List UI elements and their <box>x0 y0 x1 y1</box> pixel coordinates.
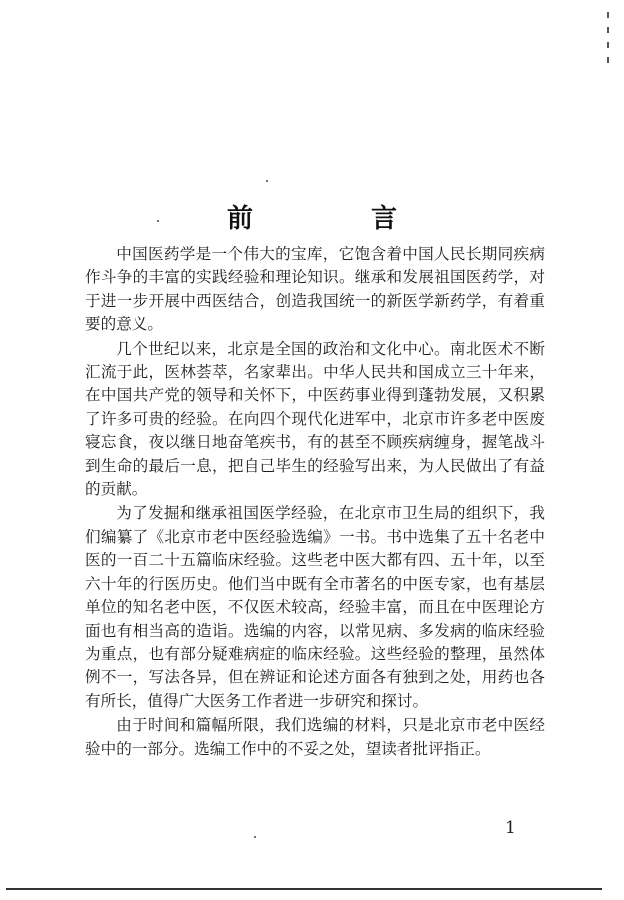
paragraph-2: 几个世纪以来，北京是全国的政治和文化中心。南北医术不断汇流于此，医林荟萃，名家辈出。中华人民共和国成立三十年来，在中国共产党的领导和关怀下，中医药事业得到蓬勃发展，又积累了许多可贵的经验。在向四个现代化进军中，北京市许多老中医废寝忘食，夜以继日地奋笔疾书，有的甚至不顾疾病缠身，握笔战斗到生命的最后一息，把自己毕生的经验写出来，为人民做出了有益的贡献。 <box>85 339 545 499</box>
paragraph-3: 为了发掘和继承祖国医学经验，在北京市卫生局的组织下，我们编纂了《北京市老中医经验选编》一书。书中选集了五十名老中医的一百二十五篇临床经验。这些老中医大都有四、五十年，以至六十年的行医历史。他们当中既有全市著名的中医专家，也有基层单位的知名老中医，不仅医术较高，经验丰富，而且在中医理论方面也有相当高的造诣。选编的内容，以常见病、多发病的临床经验为重点，也有部分疑难病症的临床经验。这些经验的整理，虽然体例不一，写法各异，但在辨证和论述方面各有独到之处，用药也各有所长，值得广大医务工作者进一步研究和探讨。 <box>85 504 545 710</box>
page-edge-marks <box>607 12 609 72</box>
page-number: 1 <box>505 818 516 838</box>
page-title: 前 言 <box>226 204 443 234</box>
scan-speck <box>266 180 268 182</box>
paragraph-4: 由于时间和篇幅所限，我们选编的材料，只是北京市老中医经验中的一部分。选编工作中的不妥之处，望读者批评指正。 <box>85 716 545 758</box>
edge-mark <box>607 42 609 48</box>
edge-mark <box>607 57 609 63</box>
edge-mark <box>607 27 609 33</box>
edge-mark <box>607 12 609 18</box>
paragraph-1: 中国医药学是一个伟大的宝库，它饱含着中国人民长期同疾病作斗争的丰富的实践经验和理论知识。继承和发展祖国医药学，对于进一步开展中西医结合，创造我国统一的新医学新药学，有着重要的意义。 <box>85 245 545 334</box>
scan-speck <box>254 836 256 838</box>
preface-body <box>85 243 545 762</box>
bottom-rule <box>6 888 602 890</box>
